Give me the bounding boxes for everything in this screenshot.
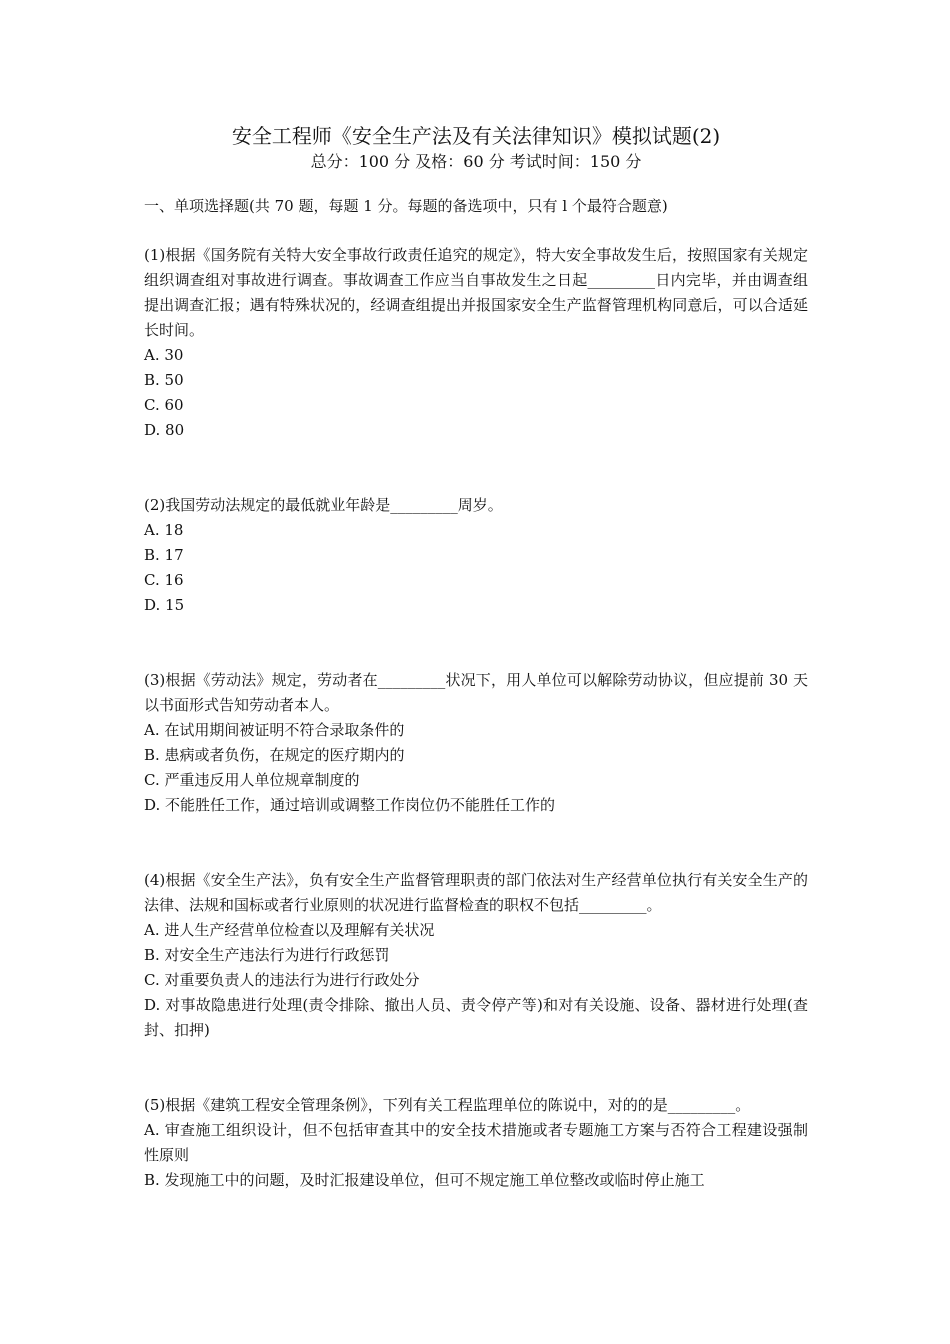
question-stem: (4)根据《安全生产法》，负有安全生产监督管理职责的部门依法对生产经营单位执行有关安全生产的法律、法规和国标或者行业原则的状况进行监督检查的职权不包括_________。 bbox=[144, 871, 808, 914]
question-list bbox=[144, 243, 808, 1193]
question-block bbox=[144, 243, 808, 443]
answer-option: A. 进人生产经营单位检查以及理解有关状况 bbox=[144, 921, 435, 939]
document-page bbox=[144, 122, 808, 1193]
answer-option: B. 17 bbox=[144, 546, 184, 564]
question-block bbox=[144, 668, 808, 818]
answer-option: C. 对重要负责人的违法行为进行行政处分 bbox=[144, 971, 420, 989]
answer-option: A. 审查施工组织设计，但不包括审查其中的安全技术措施或者专题施工方案与否符合工程建设强制性原则 bbox=[144, 1121, 808, 1164]
question-block bbox=[144, 493, 808, 618]
question-stem: (2)我国劳动法规定的最低就业年龄是_________周岁。 bbox=[144, 496, 503, 514]
question-stem: (5)根据《建筑工程安全管理条例》，下列有关工程监理单位的陈说中，对的的是_________。 bbox=[144, 1096, 751, 1114]
exam-info: 总分：100 分 及格：60 分 考试时间：150 分 bbox=[310, 152, 642, 171]
answer-option: A. 在试用期间被证明不符合录取条件的 bbox=[144, 721, 405, 739]
answer-option: A. 18 bbox=[144, 521, 184, 539]
question-stem: (3)根据《劳动法》规定，劳动者在_________状况下，用人单位可以解除劳动协议，但应提前 30 天以书面形式告知劳动者本人。 bbox=[144, 671, 808, 714]
answer-option: B. 患病或者负伤，在规定的医疗期内的 bbox=[144, 746, 405, 764]
answer-option: A. 30 bbox=[144, 346, 184, 364]
question-stem: (1)根据《国务院有关特大安全事故行政责任追究的规定》，特大安全事故发生后，按照国家有关规定组织调查组对事故进行调查。事故调查工作应当自事故发生之日起_________日内完毕，并由调查组提出调查汇报；遇有特殊状况的，经调查组提出并报国家安全生产监督管理机构同意后，可以合适延长时间。 bbox=[144, 246, 808, 339]
answer-option: D. 80 bbox=[144, 421, 185, 439]
question-block bbox=[144, 1093, 808, 1193]
answer-option: B. 对安全生产违法行为进行行政惩罚 bbox=[144, 946, 390, 964]
section-heading: 一、单项选择题(共 70 题，每题 1 分。每题的备选项中，只有 l 个最符合题意) bbox=[144, 197, 668, 215]
answer-option: C. 16 bbox=[144, 571, 184, 589]
document-title: 安全工程师《安全生产法及有关法律知识》模拟试题(2) bbox=[231, 124, 721, 148]
answer-option: B. 发现施工中的问题，及时汇报建设单位，但可不规定施工单位整改或临时停止施工 bbox=[144, 1171, 705, 1189]
answer-option: D. 15 bbox=[144, 596, 185, 614]
answer-option: C. 60 bbox=[144, 396, 184, 414]
answer-option: D. 对事故隐患进行处理(责令排除、撤出人员、责令停产等)和对有关设施、设备、器材进行处理(查封、扣押) bbox=[144, 996, 808, 1039]
answer-option: D. 不能胜任工作，通过培训或调整工作岗位仍不能胜任工作的 bbox=[144, 796, 556, 814]
answer-option: B. 50 bbox=[144, 371, 184, 389]
question-block bbox=[144, 868, 808, 1043]
answer-option: C. 严重违反用人单位规章制度的 bbox=[144, 771, 360, 789]
